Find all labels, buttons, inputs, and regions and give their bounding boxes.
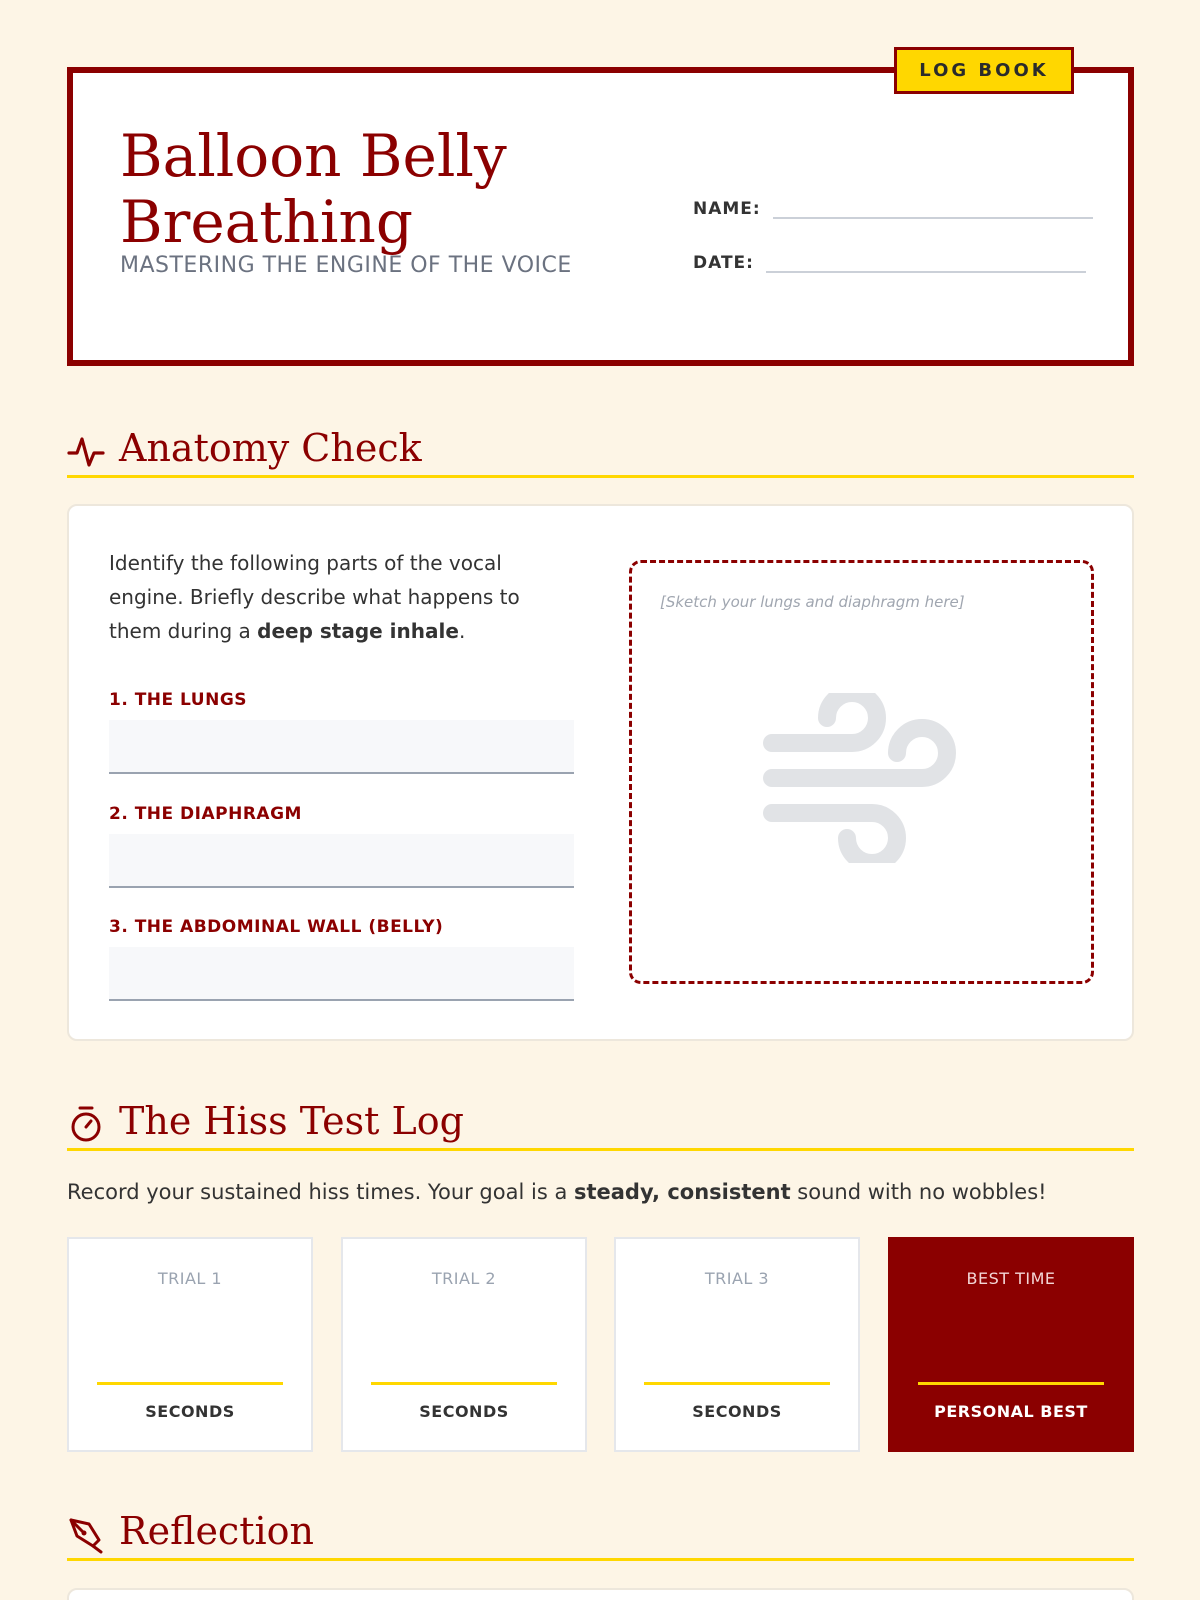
- hiss-instructions: [67, 1180, 1047, 1204]
- trial-unit: PERSONAL BEST: [934, 1402, 1088, 1421]
- sketch-area[interactable]: [629, 560, 1094, 984]
- trial-label: TRIAL 1: [157, 1269, 223, 1288]
- question-label: 2. THE DIAPHRAGM: [109, 804, 302, 824]
- intro-text: Identify the following parts of the vocal engine. Briefly describe what happens to them during a: [109, 551, 520, 643]
- intro-emphasis: deep stage inhale: [257, 619, 459, 643]
- hiss-end: sound with no wobbles!: [790, 1180, 1047, 1204]
- page-title: Balloon Belly Breathing: [120, 122, 507, 256]
- trial-label: TRIAL 3: [704, 1269, 770, 1288]
- trial-unit: SECONDS: [419, 1402, 509, 1421]
- heartbeat-icon: [67, 431, 105, 471]
- trial-label: BEST TIME: [966, 1269, 1056, 1288]
- section-title: Reflection: [119, 1509, 314, 1553]
- section-title: Anatomy Check: [119, 426, 422, 470]
- trial-card[interactable]: [67, 1237, 313, 1452]
- trial-unit: SECONDS: [145, 1402, 235, 1421]
- trial-unit: SECONDS: [692, 1402, 782, 1421]
- date-label: DATE:: [693, 253, 754, 273]
- answer-line: [371, 1382, 557, 1385]
- lungs-answer-field[interactable]: [109, 720, 574, 774]
- answer-line: [918, 1382, 1104, 1385]
- trial-card[interactable]: [341, 1237, 587, 1452]
- reflection-card[interactable]: [67, 1588, 1134, 1600]
- trial-card[interactable]: [614, 1237, 860, 1452]
- intro-end: .: [458, 619, 466, 643]
- header-card: [67, 67, 1134, 366]
- diaphragm-answer-field[interactable]: [109, 834, 574, 888]
- name-label: NAME:: [693, 199, 761, 219]
- anatomy-card: [67, 504, 1134, 1041]
- page-subtitle: MASTERING THE ENGINE OF THE VOICE: [120, 253, 572, 278]
- answer-line: [644, 1382, 830, 1385]
- section-heading-reflection: [67, 1511, 1134, 1561]
- section-heading-hiss: [67, 1101, 1134, 1151]
- belly-answer-field[interactable]: [109, 947, 574, 1001]
- pen-icon: [67, 1514, 105, 1554]
- question-label: 3. THE ABDOMINAL WALL (BELLY): [109, 917, 444, 937]
- date-input[interactable]: [766, 245, 1086, 273]
- wind-icon: [762, 693, 962, 867]
- answer-line: [97, 1382, 283, 1385]
- name-field: [693, 191, 1093, 219]
- best-time-card[interactable]: [888, 1237, 1134, 1452]
- section-heading-anatomy: [67, 428, 1134, 478]
- anatomy-instructions: [109, 546, 549, 648]
- question-label: 1. THE LUNGS: [109, 690, 248, 710]
- hiss-text: Record your sustained hiss times. Your goal is a: [67, 1180, 574, 1204]
- name-input[interactable]: [773, 191, 1093, 219]
- section-title: The Hiss Test Log: [119, 1099, 464, 1143]
- hiss-emphasis: steady, consistent: [573, 1180, 791, 1204]
- stopwatch-icon: [67, 1104, 105, 1144]
- trial-label: TRIAL 2: [431, 1269, 497, 1288]
- log-book-badge: LOG BOOK: [894, 47, 1074, 94]
- date-field: [693, 245, 1086, 273]
- sketch-hint: [Sketch your lungs and diaphragm here]: [660, 593, 965, 611]
